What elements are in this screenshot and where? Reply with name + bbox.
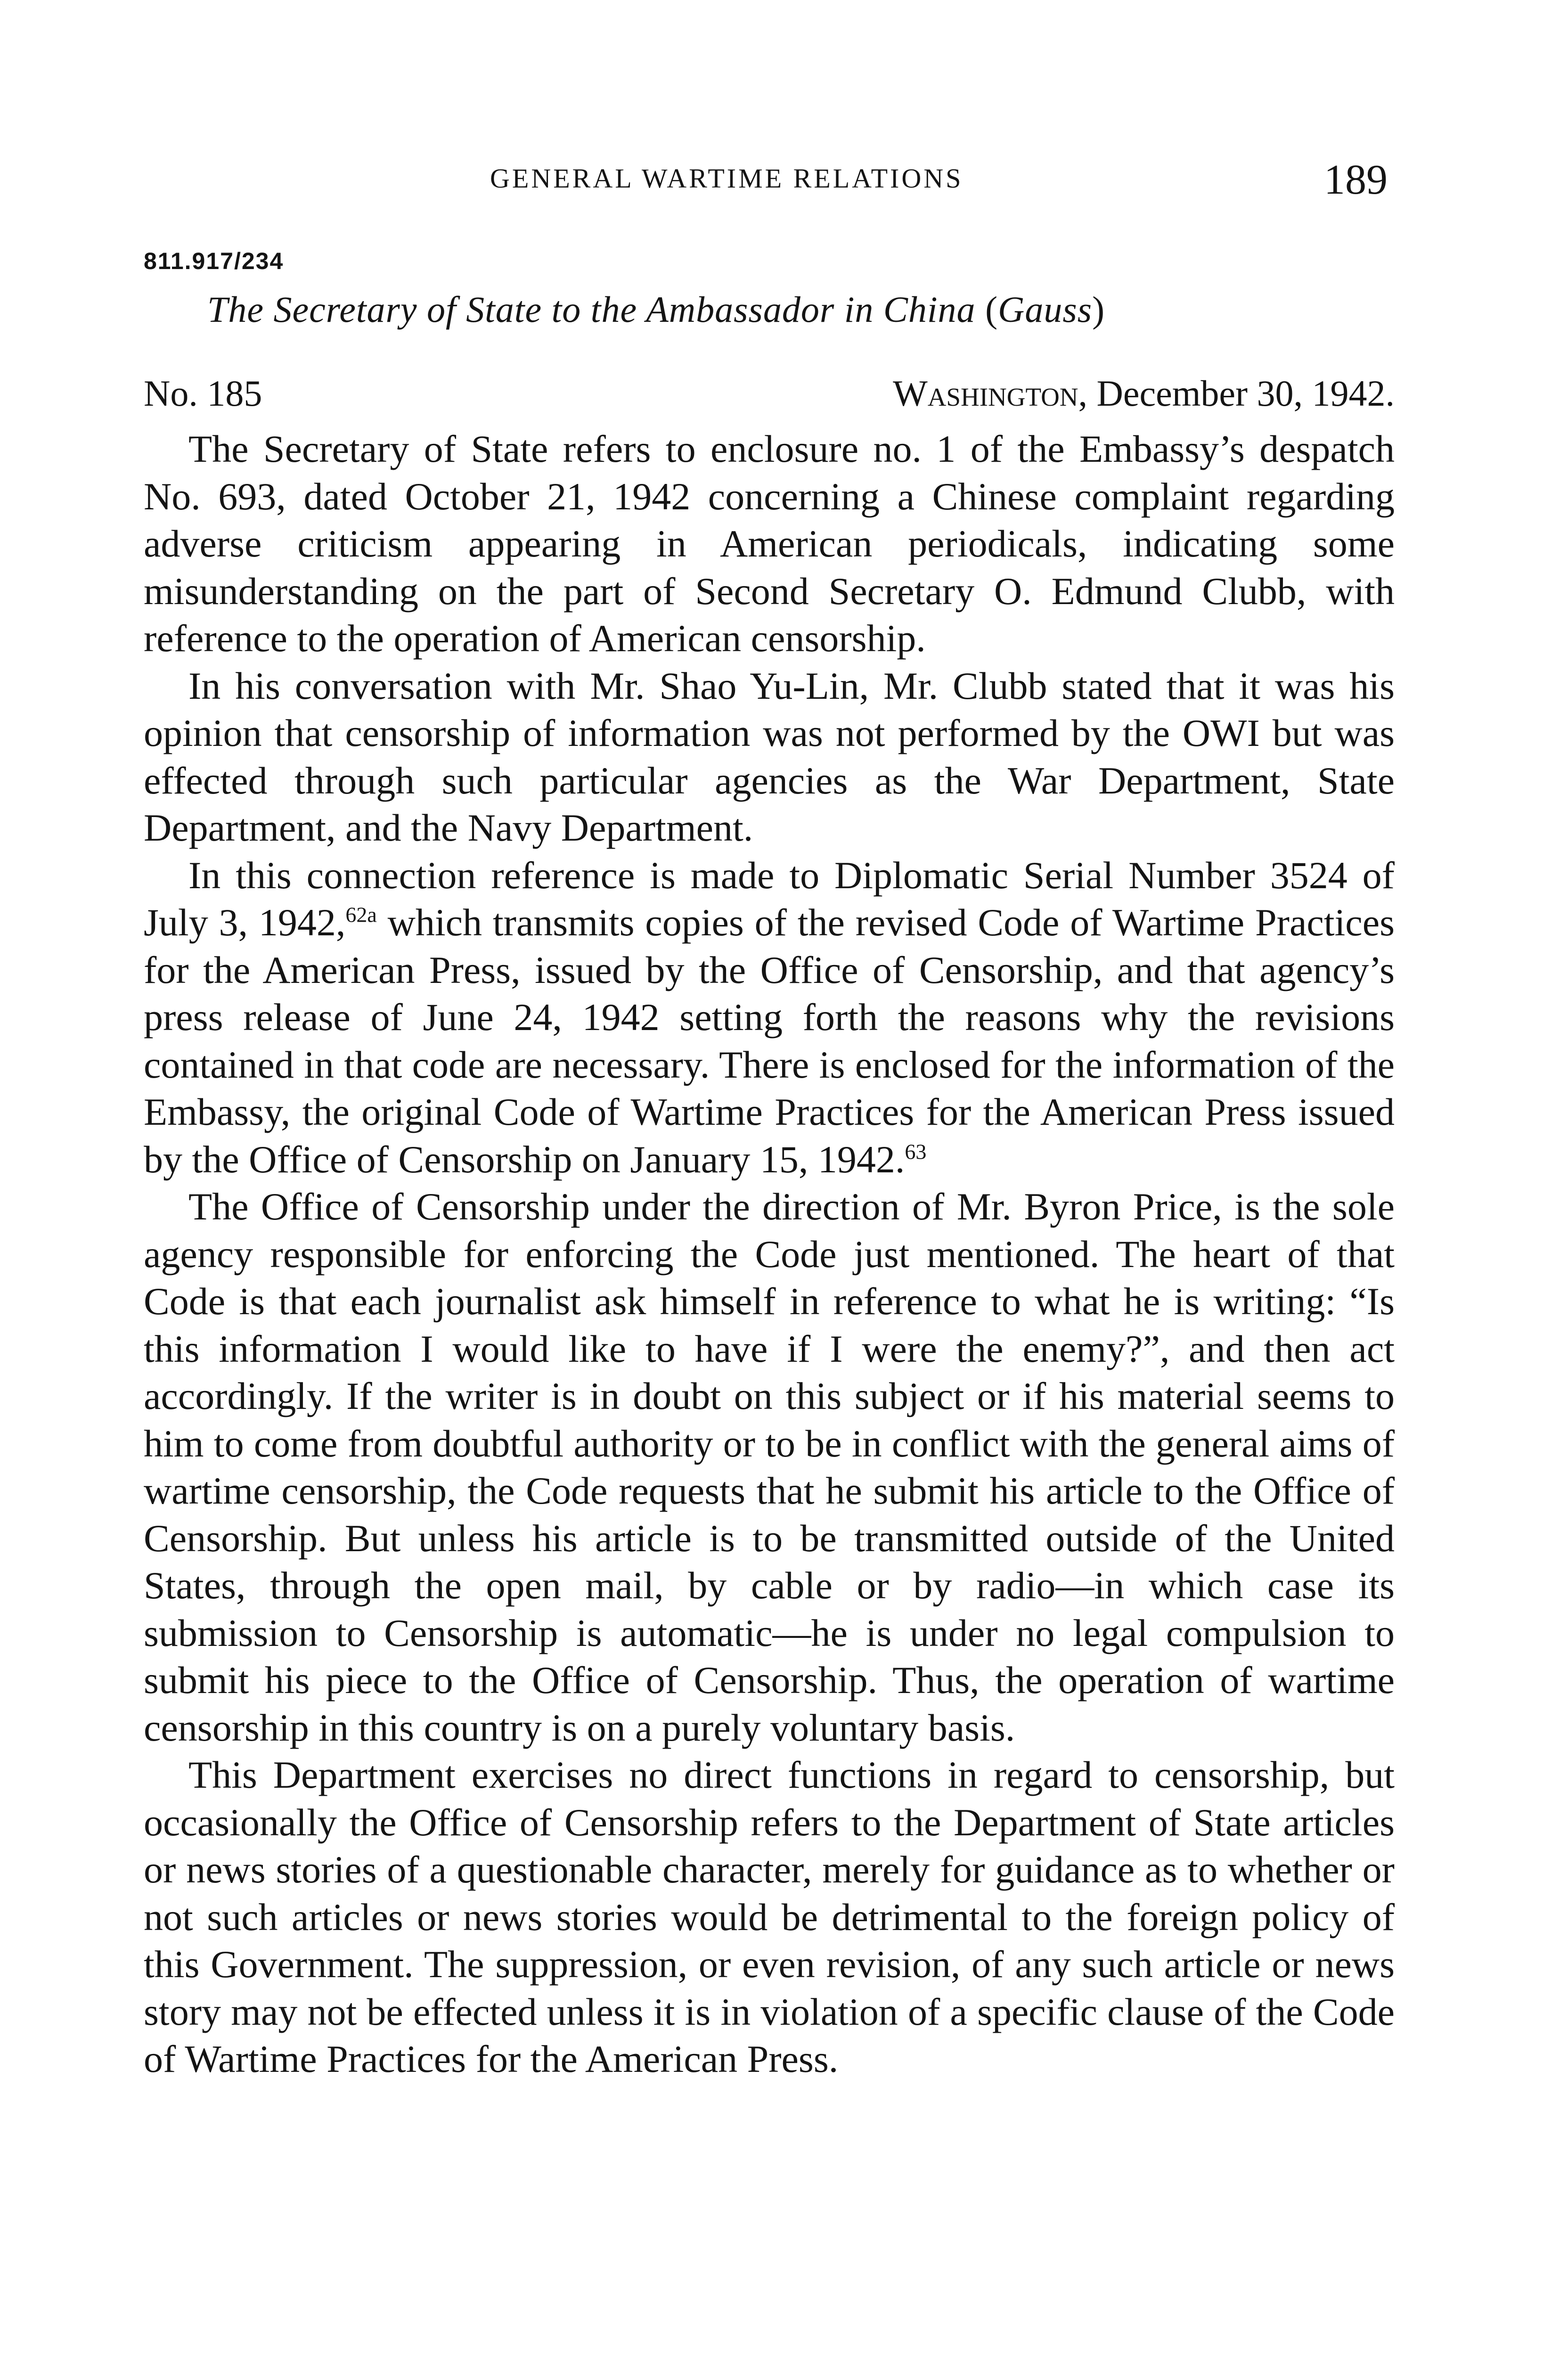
paragraph-4: The Office of Censorship under the direction of Mr. Byron Price, is the sole agency responsible for enforcing the Code just mentioned. The heart of that Code is that each journalist ask himself in reference to what he is writing: “Is this information I would like to have if I were the enemy?”, and then act accordingly. If the writer is in doubt on this subject or if his material seems to him to come from doubtful authority or to be in conflict with the general aims of wartime censorship, the Code requests that he submit his article to the Office of Censorship. But unless his article is to be transmitted outside of the United States, through the open mail, by cable or by radio—in which case its submission to Censorship is automatic—he is under no legal compulsion to submit his piece to the Office of Censorship. Thus, the operation of wartime censorship in this country is on a purely voluntary basis. bbox=[144, 1185, 1395, 1749]
title-text: The Secretary of State to the Ambassador in China bbox=[207, 289, 976, 330]
title-close-paren: ) bbox=[1092, 289, 1105, 330]
page-number: 189 bbox=[1324, 156, 1388, 203]
paragraph-1: The Secretary of State refers to enclosure no. 1 of the Embassy’s despatch No. 693, dated October 21, 1942 concerning a Chinese complaint regarding adverse criticism appearing in American periodicals, indicating some misunderstanding on the part of Second Secretary O. Edmund Clubb, with reference to the operation of American censorship. bbox=[144, 427, 1395, 660]
letter-body bbox=[144, 425, 1395, 2083]
footnote-ref-62a: 62a bbox=[345, 902, 377, 927]
dispatch-date: , December 30, 1942. bbox=[1078, 373, 1395, 414]
paragraph-5: This Department exercises no direct functions in regard to censorship, but occasionally the Office of Censorship refers to the Department of State articles or news stories of a questionable character, merely for guidance as to whether or not such articles or news stories would be detrimental to the foreign policy of this Government. The suppression, or even revision, of any such article or news story may not be effected unless it is in violation of a specific clause of the Code of Wartime Practices for the American Press. bbox=[144, 1753, 1395, 2080]
dispatch-number: No. 185 bbox=[144, 373, 262, 414]
title-open-paren: ( bbox=[985, 289, 998, 330]
title-addressee: Gauss bbox=[998, 289, 1093, 330]
paragraph-2: In his conversation with Mr. Shao Yu-Lin, Mr. Clubb stated that it was his opinion that censorship of information was not performed by the OWI but was effected through such particular agencies as the War Department, State Department, and the Navy Department. bbox=[144, 664, 1395, 849]
dispatch-place-date bbox=[893, 372, 1395, 415]
footnote-ref-63: 63 bbox=[905, 1139, 927, 1164]
paragraph-3-part-2: which transmits copies of the revised Code of Wartime Practices for the American Press, issued by the Office of Censorship, and that agency’s press release of June 24, 1942 setting forth the reasons why the revisions contained in that code are necessary. There is enclosed for the information of the Embassy, the original Code of Wartime Practices for the American Press issued by the Office of Censorship on January 15, 1942. bbox=[144, 901, 1395, 1181]
document-title bbox=[207, 288, 1105, 331]
paragraph-3 bbox=[144, 852, 1395, 1184]
dispatch-place: Washington bbox=[893, 373, 1078, 414]
running-head: GENERAL WARTIME RELATIONS bbox=[490, 163, 964, 194]
file-number: 811.917/234 bbox=[144, 248, 284, 274]
paragraph-3-part-1: In this connection reference is made to Diplomatic Serial Number 3524 of July 3, 1942, bbox=[144, 853, 1395, 944]
